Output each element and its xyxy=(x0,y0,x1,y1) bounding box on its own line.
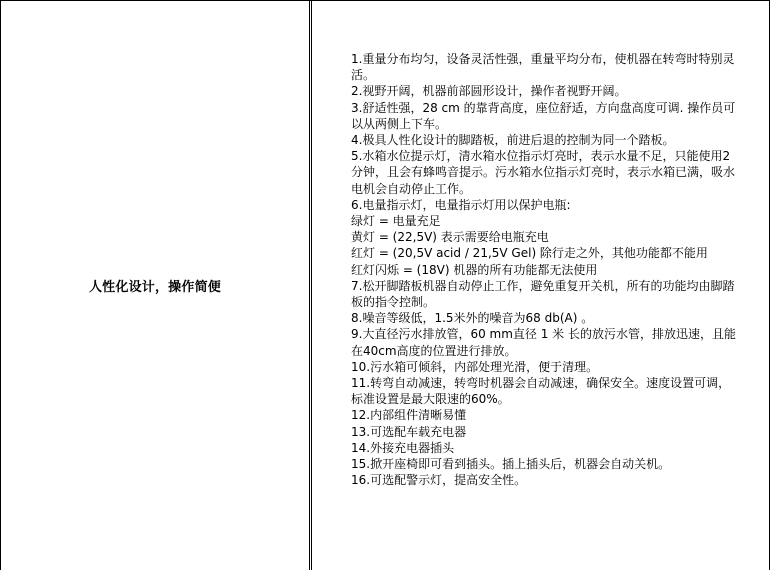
feature-label-cell xyxy=(0,0,310,570)
list-item: 10.污水箱可倾斜，内部处理光滑，便于清理。 xyxy=(351,359,599,374)
list-item: 15.掀开座椅即可看到插头。插上插头后，机器会自动关机。 xyxy=(351,457,671,472)
list-item: 6.电量指示灯，电量指示灯用以保护电瓶: xyxy=(351,197,571,212)
list-item: 4.极具人性化设计的脚踏板，前进后退的控制为同一个踏板。 xyxy=(351,133,675,148)
list-item: 7.松开脚踏板机器自动停止工作，避免重复开关机，所有的功能均由脚踏板的指令控制。 xyxy=(351,278,735,310)
list-item: 红灯 = (20,5V acid / 21,5V Gel) 除行走之外，其他功能都不能用 xyxy=(351,246,708,261)
list-item: 12.内部组件清晰易懂 xyxy=(351,408,467,423)
feature-list xyxy=(351,51,741,488)
list-item: 14.外接充电器插头 xyxy=(351,440,455,455)
list-item: 16.可选配警示灯，提高安全性。 xyxy=(351,473,527,488)
feature-label: 人性化设计，操作简便 xyxy=(88,279,221,295)
list-item: 红灯闪烁 = (18V) 机器的所有功能都无法使用 xyxy=(351,262,598,277)
list-item: 绿灯 = 电量充足 xyxy=(351,214,441,229)
list-item: 黄灯 = (22,5V) 表示需要给电瓶充电 xyxy=(351,230,549,245)
list-item: 13.可选配车载充电器 xyxy=(351,424,467,439)
list-item: 1.重量分布均匀，设备灵活性强，重量平均分布，使机器在转弯时特别灵活。 xyxy=(351,52,735,83)
list-item: 11.转弯自动减速，转弯时机器会自动减速，确保安全。速度设置可调，标准设置是最大限速的60%。 xyxy=(351,376,731,407)
list-item: 2.视野开阔，机器前部圆形设计，操作者视野开阔。 xyxy=(351,84,627,99)
list-item: 8.噪音等级低，1.5米外的噪音为68 db(A) 。 xyxy=(351,311,594,326)
list-item: 5.水箱水位提示灯，清水箱水位指示灯亮时，表示水量不足，只能使用2分钟，且会有蜂鸣音提示。污水箱水位指示灯亮时，表示水箱已满，吸水电机会自动停止工作。 xyxy=(351,149,736,196)
column-divider-inner xyxy=(311,0,312,570)
list-item: 9.大直径污水排放管，60 mm直径 1 米 长的放污水管，排放迅速，且能在40cm高度的位置进行排放。 xyxy=(351,327,736,358)
list-item: 3.舒适性强，28 cm 的靠背高度，座位舒适，方向盘高度可调. 操作员可以从两侧上下车。 xyxy=(351,100,736,131)
